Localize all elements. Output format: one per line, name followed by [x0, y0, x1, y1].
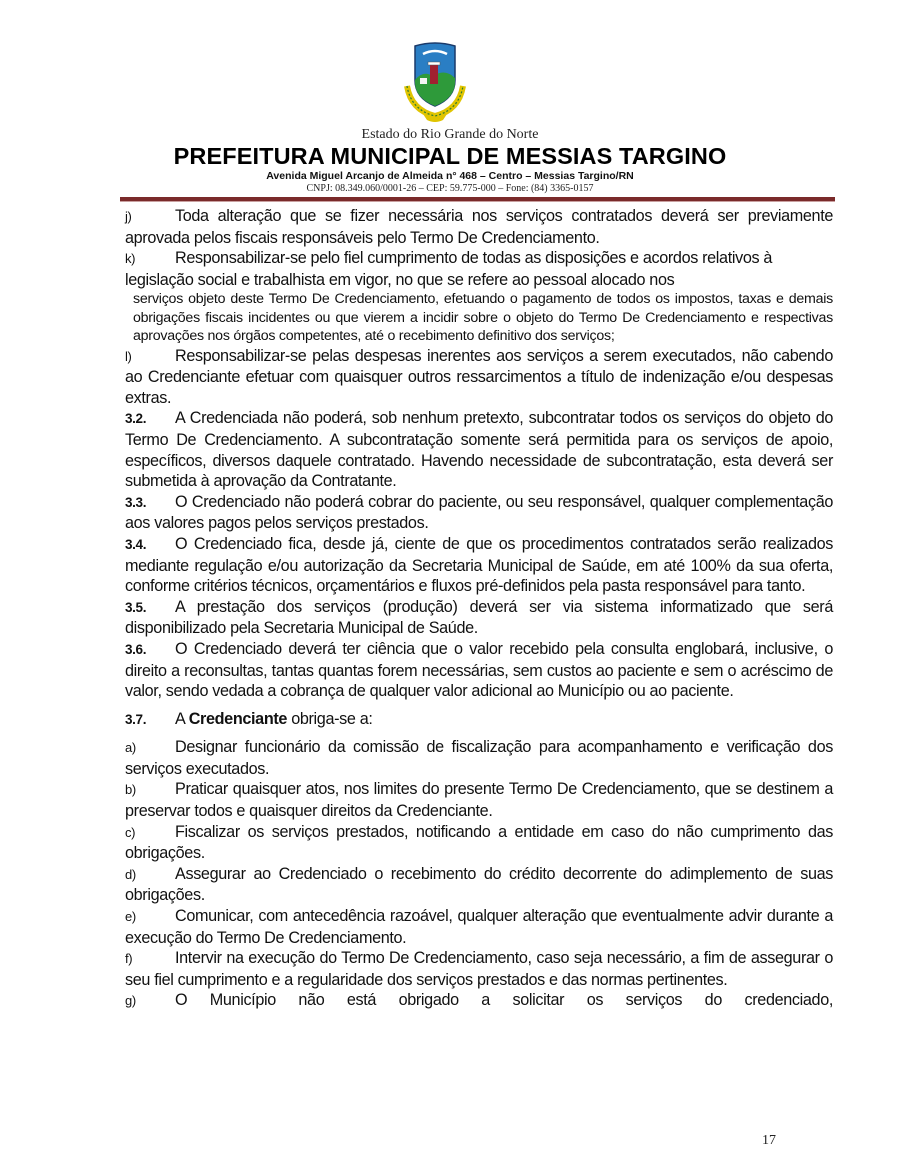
clause-3-2	[125, 408, 833, 491]
header-divider-shadow	[120, 201, 835, 202]
item-text: Designar funcionário da comissão de fiscalização para acompanhamento e verificação dos serviços executados.	[125, 738, 833, 778]
clause-3-3	[125, 492, 833, 534]
item-text: Responsabilizar-se pelo fiel cumprimento de todas as disposições e acordos relativos à legislação social e trabalhista em vigor, no que se refere ao pessoal alocado nos	[125, 249, 773, 289]
clause-text: A prestação dos serviços (produção) deverá ser via sistema informatizado que será disponibilizado pela Secretaria Municipal de Saúde.	[125, 597, 833, 638]
item-k-continuation: serviços objeto deste Termo De Credenciamento, efetuando o pagamento de todos os impostos, taxas e demais obrigações fiscais incidentes ou que vierem a incidir sobre o objeto do Termo De Credenciamento e respectivas aprovações nos órgãos competentes, até o recebimento definitivo dos serviços;	[133, 291, 833, 345]
clause-3-4	[125, 534, 833, 597]
item-j	[125, 206, 833, 248]
item-f	[125, 948, 833, 990]
clause-3-6	[125, 639, 833, 702]
item-label: c)	[125, 824, 136, 840]
item-text: Toda alteração que se fizer necessária nos serviços contratados deverá ser previamente aprovada pelos fiscais responsáveis pelo Termo De Credenciamento.	[125, 207, 833, 247]
cnpj-line: CNPJ: 08.349.060/0001-26 – CEP: 59.775-000 – Fone: (84) 3365-0157	[306, 183, 594, 194]
clause-number: 3.2.	[125, 411, 147, 427]
coat-of-arms-icon	[403, 40, 467, 122]
item-label: b)	[125, 782, 136, 798]
clause-number: 3.5.	[125, 599, 147, 615]
item-text: Responsabilizar-se pelas despesas inerentes aos serviços a serem executados, não cabendo ao Credenciante efetuar com quaisquer outros ressarcimentos a título de indenização e/ou despesas extras.	[125, 346, 833, 407]
clause-number: 3.7.	[125, 711, 147, 727]
item-c	[125, 822, 833, 864]
address-line: Avenida Miguel Arcanjo de Almeida n° 468 – Centro – Messias Targino/RN	[266, 170, 634, 182]
item-label: g)	[125, 993, 136, 1009]
page-number: 17	[762, 1133, 776, 1148]
page-title: PREFEITURA MUNICIPAL DE MESSIAS TARGINO	[173, 143, 727, 169]
item-text: Intervir na execução do Termo De Credenciamento, caso seja necessário, a fim de assegurar o seu fiel cumprimento e a regularidade dos serviços prestados e das normas pertinentes.	[125, 949, 833, 989]
clause-text-post: obriga-se a:	[287, 709, 373, 728]
item-a	[125, 737, 833, 779]
state-name: Estado do Rio Grande do Norte	[361, 127, 539, 142]
item-d	[125, 864, 833, 906]
item-label: a)	[125, 740, 136, 756]
clause-3-7	[125, 709, 833, 731]
item-text: O Município não está obrigado a solicitar os serviços do credenciado,	[175, 991, 833, 1010]
item-text: Comunicar, com antecedência razoável, qualquer alteração que eventualmente advir durante a execução do Termo De Credenciamento.	[125, 907, 833, 947]
clause-text: A Credenciada não poderá, sob nenhum pretexto, subcontratar todos os serviços do objeto do Termo De Credenciamento. A subcontratação somente será permitida para os serviços de apoio, específicos, diversos daquele contratado. Havendo necessidade de subcontratação, esta deverá ser submetida à aprovação da Contratante.	[125, 409, 833, 491]
clause-number: 3.6.	[125, 641, 147, 657]
clause-text: O Credenciado deverá ter ciência que o valor recebido pela consulta englobará, inclusive, o direito a reconsultas, tantas quantas forem necessárias, sem custos ao paciente e sem o acréscimo de valor, sendo vedada a cobrança de qualquer valor adicional ao Município ou ao paciente.	[125, 639, 833, 701]
clause-text-pre: A	[175, 709, 189, 728]
clause-text: O Credenciado não poderá cobrar do paciente, ou seu responsável, qualquer complementação aos valores pagos pelos serviços prestados.	[125, 492, 833, 533]
item-label: j)	[125, 209, 132, 224]
clause-bold-term: Credenciante	[188, 709, 288, 728]
item-label: f)	[125, 951, 133, 967]
item-e	[125, 906, 833, 948]
clause-number: 3.4.	[125, 536, 147, 552]
item-text: Fiscalizar os serviços prestados, notificando a entidade em caso do não cumprimento das obrigações.	[125, 822, 833, 863]
item-label: k)	[125, 251, 136, 267]
item-text: Praticar quaisquer atos, nos limites do presente Termo De Credenciamento, que se destinem a preservar todos e quaisquer direitos da Credenciante.	[125, 780, 833, 821]
document-body	[125, 206, 833, 1012]
item-b	[125, 779, 833, 821]
item-label: e)	[125, 909, 136, 925]
clause-text: O Credenciado fica, desde já, ciente de que os procedimentos contratados serão realizados mediante regulação e/ou autorização da Secretaria Municipal de Saúde, em até 100% da sua oferta, conforme critérios técnicos, orçamentários e fluxos pré-definidos pela pasta responsável para tanto.	[125, 534, 833, 596]
item-l	[125, 346, 833, 409]
item-g	[125, 990, 833, 1012]
item-label: d)	[125, 866, 136, 882]
item-text: Assegurar ao Credenciado o recebimento do crédito decorrente do adimplemento de suas obrigações.	[125, 864, 833, 905]
clause-3-5	[125, 597, 833, 639]
clause-number: 3.3.	[125, 494, 147, 510]
item-label: l)	[125, 348, 132, 364]
item-k	[125, 248, 833, 290]
